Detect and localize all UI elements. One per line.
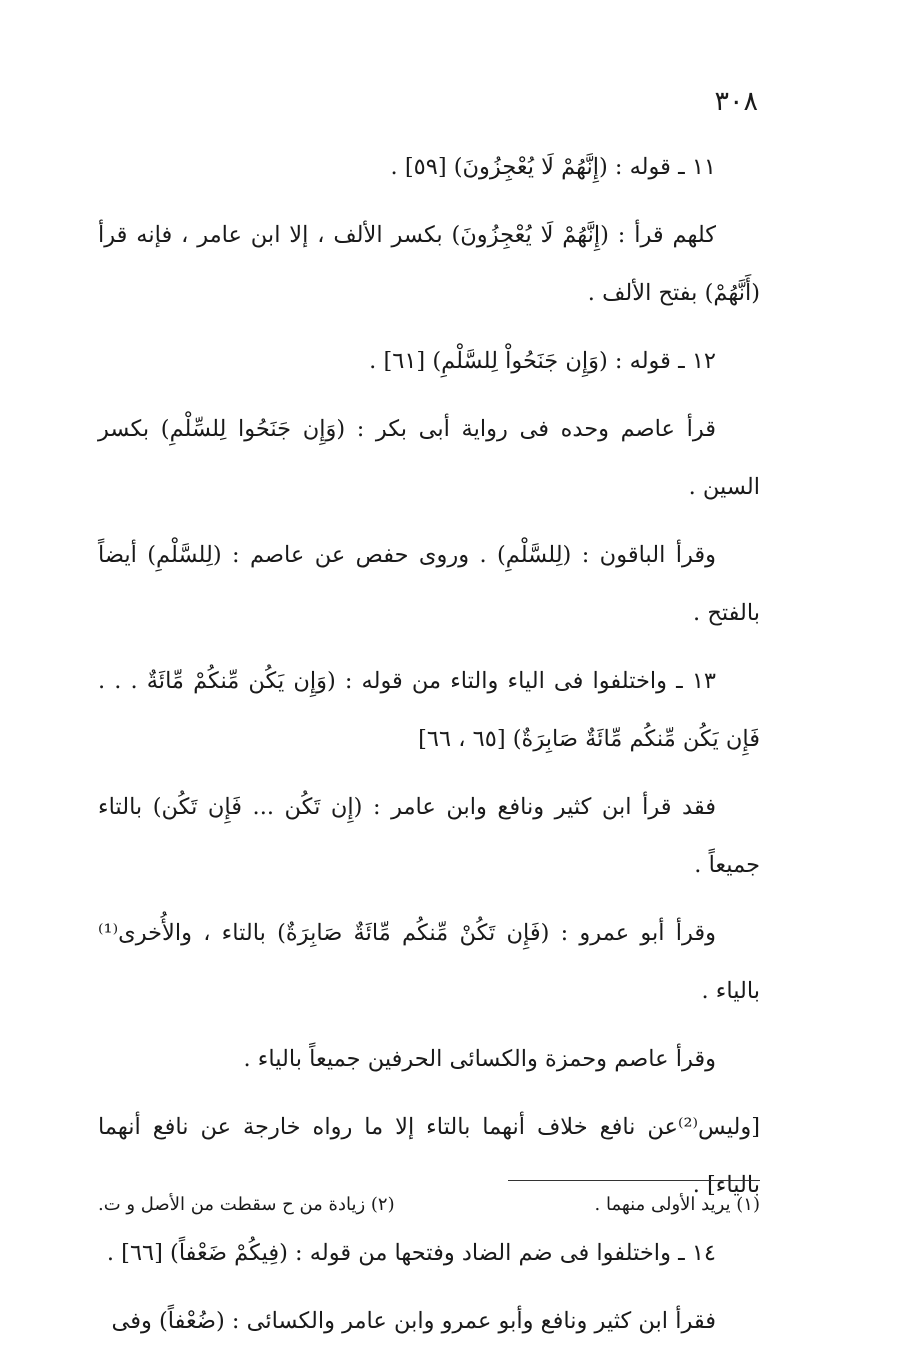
page-body [98, 138, 760, 1360]
paragraph-reading-12-others: وقرأ الباقون : (لِلسَّلْمِ) . وروى حفص عن عاصم : (لِلسَّلْمِ) أيضاً بالفتح . [98, 542, 760, 626]
paragraph-reading-14: فقرأ ابن كثير ونافع وأبو عمرو وابن عامر والكسائى : (ضُعْفاً) وفى [111, 1308, 716, 1334]
page-number: ٣٠٨ [714, 86, 758, 117]
paragraph-note-nafi: [وليس⁽²⁾عن نافع خلاف أنهما بالتاء إلا ما رواه خارجة عن نافع أنهما بالياء] . [98, 1114, 760, 1198]
footnote-1: (١) يريد الأولى منهما . [594, 1194, 760, 1215]
paragraph-reading-13-abu-amr: وقرأ أبو عمرو : (فَإِن تَكُنْ مِّنكُم مِّائَةٌ صَابِرَةٌ) بالتاء ، والأُخرى⁽¹⁾ بالياء . [98, 920, 760, 1004]
paragraph-reading-13-yaa: وقرأ عاصم وحمزة والكسائى الحرفين جميعاً بالياء . [243, 1046, 716, 1072]
paragraph-reading-13-taa: فقد قرأ ابن كثير ونافع وابن عامر : (إِن تَكُن ... فَإِن تَكُن) بالتاء جميعاً . [98, 794, 760, 878]
paragraph-item-13: ١٣ ـ واختلفوا فى الياء والتاء من قوله : (وَإِن يَكُن مِّنكُمْ مِّائَةٌ . . . فَإِن يَكُن مِّنكُم مِّائَةٌ صَابِرَةٌ) [٦٥ ، ٦٦] [98, 668, 760, 752]
footnote-2: (٢) زيادة من ح سقطت من الأصل و ت. [98, 1194, 395, 1215]
footnote-divider [508, 1180, 760, 1181]
paragraph-reading-11: كلهم قرأ : (إِنَّهُمْ لَا يُعْجِزُونَ) بكسر الألف ، إلا ابن عامر ، فإنه قرأ (أَنَّهُمْ) بفتح الألف . [98, 222, 760, 306]
footnotes [98, 1188, 760, 1222]
paragraph-item-12: ١٢ ـ قوله : (وَإِن جَنَحُواْ لِلسَّلْمِ) [٦١] . [369, 348, 716, 374]
paragraph-reading-12-asim: قرأ عاصم وحده فى رواية أبى بكر : (وَإِن جَنَحُوا لِلسِّلْمِ) بكسر السين . [98, 416, 760, 500]
paragraph-item-14: ١٤ ـ واختلفوا فى ضم الضاد وفتحها من قوله : (فِيكُمْ ضَعْفاً) [٦٦] . [106, 1240, 716, 1266]
paragraph-item-11: ١١ ـ قوله : (إِنَّهُمْ لَا يُعْجِزُونَ) [٥٩] . [390, 154, 716, 180]
